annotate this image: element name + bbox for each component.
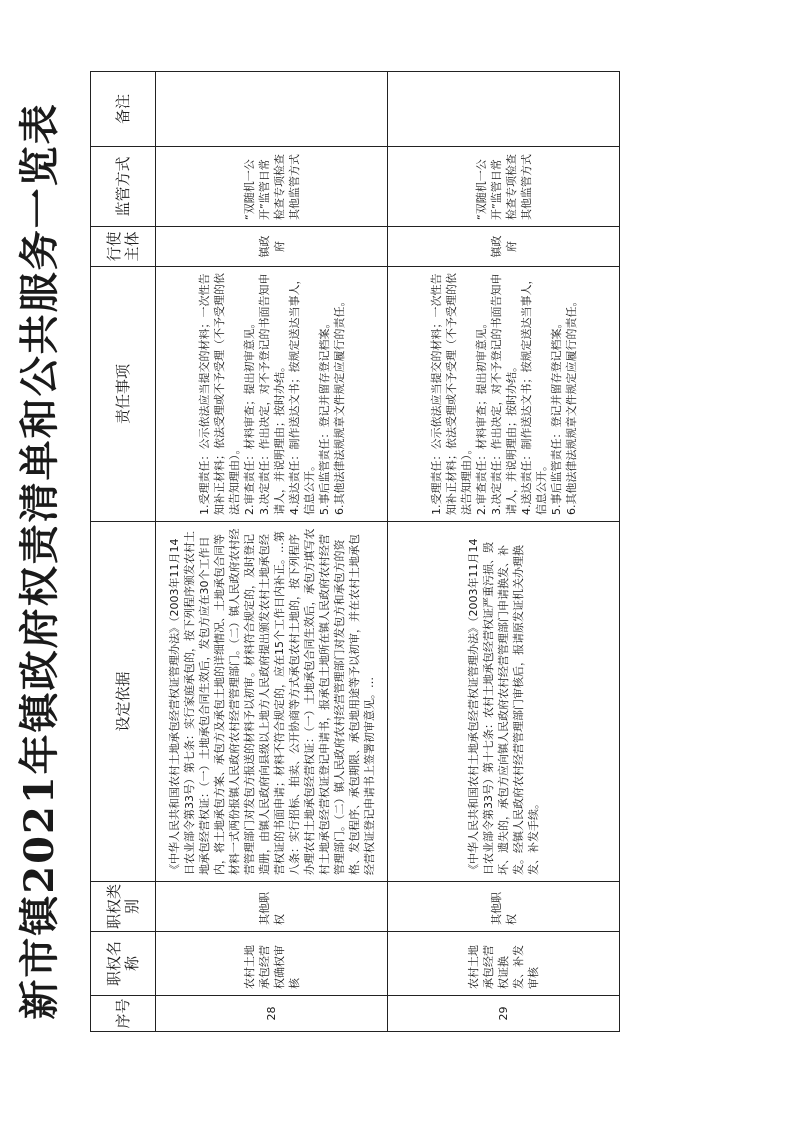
row-remark (156, 72, 388, 147)
header-category: 职权类别 (91, 882, 156, 932)
table-row (156, 72, 388, 1032)
row-no: 28 (156, 996, 388, 1032)
row-name: 农村土地承包经营权确权审核 (156, 932, 388, 996)
row-category: 其他职权 (388, 882, 620, 932)
header-subject: 行使主体 (91, 227, 156, 267)
duty-item: 4.送达责任：制作送达文书；按规定送达当事人，信息公开。 (287, 273, 316, 515)
table-row (388, 72, 620, 1032)
duty-item: 3.决定责任：作出决定，对不予登记的书面告知申请人，并说明理由；按时办结。 (489, 273, 518, 515)
row-remark (388, 72, 620, 147)
duty-item: 6.其他法律法规规章文件规定应履行的责任。 (564, 295, 578, 515)
header-supervision: 监管方式 (91, 147, 156, 227)
document-title: 新市镇2021年镇政府权责清单和公共服务一览表 (16, 102, 63, 1020)
header-name: 职权名称 (91, 932, 156, 996)
table-header-row (91, 72, 156, 1032)
duty-item: 4.送达责任：制作送达文书；按规定送达当事人，信息公开。 (519, 273, 548, 515)
duty-item: 2.审查责任：材料审查；提出初审意见。 (242, 317, 256, 515)
duty-item: 1.受理责任：公示依法应当提交的材料；一次性告知补正材料；依法受理或不予受理（不予受理的依法告知理由）。 (429, 273, 473, 515)
row-no: 29 (388, 996, 620, 1032)
row-duties (388, 267, 620, 522)
row-supervision: “双随机一公开”监管日常检查专项检查其他监管方式 (388, 147, 620, 227)
row-basis: 《中华人民共和国农村土地承包经营权证管理办法》（2003年11月14日农业部令第33号）第七条：实行家庭承包的，按下列程序颁发农村土地承包经营权证：（一）土地承包合同生效后，发包方应在30个工作日内，将土地承包方案、承包方及承包土地的详细情况、土地承包合同等材料一式两份报镇人民政府农村经营管理部门。（二）镇人民政府农村经营管理部门对发包方报送的材料予以初审。材料符合规定的，及时登记造册，由镇人民政府向县级以上地方人民政府提出颁发农村土地承包经营权证的书面申请；材料不符合规定的，应在15个工作日内补正。…第八条：实行招标、拍卖、公开协商等方式承包农村土地的，按下列程序办理农村土地承包经营权证：（一）土地承包合同生效后，承包方填写农村土地承包经营权证登记申请书，报承包土地所在镇人民政府农村经营管理部门。（二）镇人民政府农村经营管理部门对发包方和承包方的资格、发包程序、承包期限、承包地用途等予以初审，并在农村土地承包经营权证登记申请书上签署初审意见。… (156, 522, 388, 882)
header-duties: 责任事项 (91, 267, 156, 522)
duty-item: 1.受理责任：公示依法应当提交的材料；一次性告知补正材料；依法受理或不予受理（不予受理的依法告知理由）。 (197, 273, 241, 515)
row-basis: 《中华人民共和国农村土地承包经营权证管理办法》（2003年11月14日农业部令第33号）第十七条：农村土地承包经营权证严重污损、毁坏、遗失的，承包方应向镇人民政府农村经营管理部门申请换发、补发。经镇人民政府农村经营管理部门审核后，报请原发证机关办理换发、补发手续。 (388, 522, 620, 882)
duty-item: 6.其他法律法规规章文件规定应履行的责任。 (332, 295, 346, 515)
header-basis: 设定依据 (91, 522, 156, 882)
duty-item: 3.决定责任：作出决定，对不予登记的书面告知申请人，并说明理由；按时办结。 (257, 273, 286, 515)
row-category: 其他职权 (156, 882, 388, 932)
row-subject: 镇政府 (156, 227, 388, 267)
header-remark: 备注 (91, 72, 156, 147)
row-duties (156, 267, 388, 522)
row-supervision: “双随机一公开”监管日常检查专项检查其他监管方式 (156, 147, 388, 227)
row-name: 农村土地承包经营权证换发、补发审核 (388, 932, 620, 996)
duty-item: 2.审查责任：材料审查；提出初审意见。 (474, 317, 488, 515)
power-list-table (90, 71, 620, 1032)
header-no: 序号 (91, 996, 156, 1032)
duty-item: 5.事后监管责任：登记并留存登记档案。 (549, 317, 563, 515)
duty-item: 5.事后监管责任：登记并留存登记档案。 (317, 317, 331, 515)
row-subject: 镇政府 (388, 227, 620, 267)
